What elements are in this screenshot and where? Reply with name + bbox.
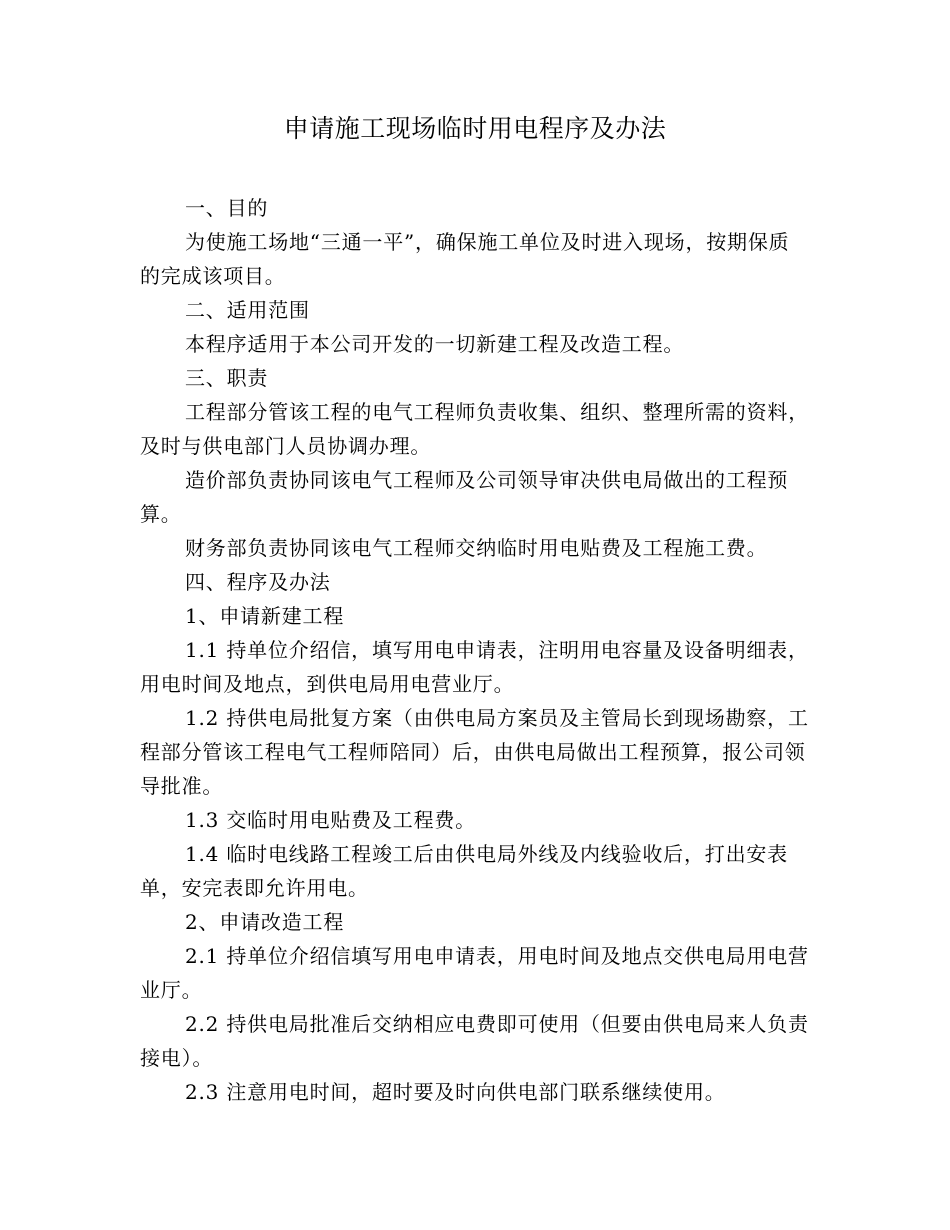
section-heading-purpose: 一、目的 <box>185 196 269 220</box>
subsection-heading-new-project: 1、申请新建工程 <box>185 604 345 628</box>
paragraph: 造价部负责协同该电气工程师及公司领导审决供电局做出的工程预算。 <box>140 468 789 526</box>
list-item: 1.1 持单位介绍信，填写用电申请表，注明用电容量及设备明细表，用电时间及地点，到供电局用电营业厅。 <box>140 638 809 696</box>
paragraph: 为使施工场地“三通一平”，确保施工单位及时进入现场，按期保质的完成该项目。 <box>140 230 790 288</box>
paragraph: 财务部负责协同该电气工程师交纳临时用电贴费及工程施工费。 <box>185 536 768 560</box>
list-item: 1.3 交临时用电贴费及工程费。 <box>185 808 476 832</box>
list-item: 1.4 临时电线路工程竣工后由供电局外线及内线验收后，打出安表单，安完表即允许用电。 <box>140 842 788 900</box>
list-item: 2.3 注意用电时间，超时要及时向供电部门联系继续使用。 <box>185 1080 726 1104</box>
section-heading-procedure: 四、程序及办法 <box>185 570 331 594</box>
list-item: 1.2 持供电局批复方案（由供电局方案员及主管局长到现场勘察，工程部分管该工程电气工程师陪同）后，由供电局做出工程预算，报公司领导批准。 <box>140 706 809 798</box>
document-title: 申请施工现场临时用电程序及办法 <box>283 114 667 143</box>
section-heading-scope: 二、适用范围 <box>185 298 310 322</box>
paragraph: 工程部分管该工程的电气工程师负责收集、组织、整理所需的资料，及时与供电部门人员协调办理。 <box>140 400 809 458</box>
section-heading-responsibilities: 三、职责 <box>185 366 269 390</box>
list-item: 2.2 持供电局批准后交纳相应电费即可使用（但要由供电局来人负责接电）。 <box>140 1012 809 1070</box>
subsection-heading-renovation-project: 2、申请改造工程 <box>185 910 345 934</box>
document-body <box>140 191 810 1109</box>
list-item: 2.1 持单位介绍信填写用电申请表，用电时间及地点交供电局用电营业厅。 <box>140 944 809 1002</box>
paragraph: 本程序适用于本公司开发的一切新建工程及改造工程。 <box>185 332 685 356</box>
